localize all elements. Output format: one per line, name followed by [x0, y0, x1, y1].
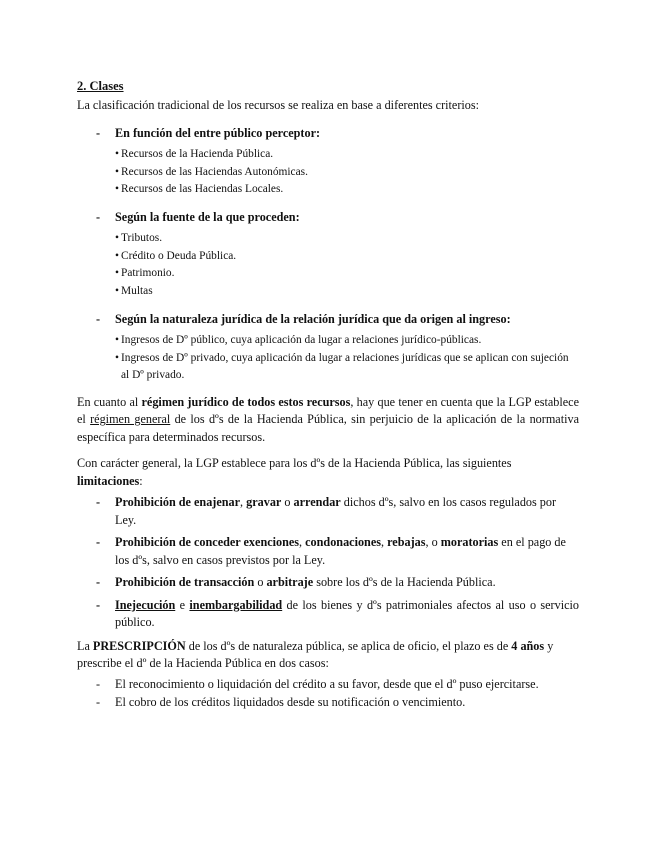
limitaciones-list — [77, 494, 579, 632]
list-item-text: Ingresos de Dº privado, cuya aplicación da lugar a relaciones jurídicas que se aplican con sujeción al Dº privado. — [121, 351, 569, 382]
text-run: e — [175, 597, 190, 612]
underlined-term: régimen general — [90, 412, 171, 427]
list-item-text: Crédito o Deuda Pública. — [121, 249, 237, 262]
limitaciones-intro — [77, 455, 579, 490]
bold-term: Inejecución — [115, 597, 176, 612]
criteria-list — [77, 125, 579, 385]
criterion-title: En función del entre público perceptor: — [115, 125, 321, 140]
bold-term: régimen jurídico de todos estos recursos — [141, 394, 351, 409]
text-run: , — [240, 495, 247, 510]
bold-term: rebajas — [387, 535, 426, 550]
list-item — [115, 248, 579, 266]
bold-term: Prohibición de transacción — [115, 575, 255, 590]
text-run: En cuanto al — [77, 394, 142, 409]
bold-term: 4 años — [511, 638, 545, 653]
intro-paragraph: La clasificación tradicional de los recursos se realiza en base a diferentes criterios: — [77, 98, 479, 112]
criterion-items — [115, 146, 579, 199]
prescripcion-paragraph — [77, 638, 579, 673]
dash-marker: - — [96, 597, 101, 612]
document-content — [77, 78, 579, 713]
bold-term: condonaciones — [305, 535, 381, 550]
dash-marker: - — [96, 535, 101, 550]
text-run: o — [281, 495, 294, 510]
bullet-marker: • — [115, 334, 119, 347]
text-run: o — [254, 575, 267, 590]
text-run: La — [77, 638, 93, 653]
limitacion-2 — [77, 534, 579, 569]
limitacion-3 — [77, 574, 579, 592]
dash-marker: - — [96, 695, 101, 710]
bullet-marker: • — [115, 285, 119, 298]
list-item-text: Recursos de las Haciendas Autonómicas. — [121, 165, 308, 178]
list-item — [115, 164, 579, 182]
list-item — [115, 146, 579, 164]
bold-term: arrendar — [293, 495, 341, 510]
list-item-text: Recursos de las Haciendas Locales. — [121, 183, 284, 196]
text-run: en el pago de los dºs, salvo en casos previstos por la Ley. — [115, 535, 566, 567]
text-run: , hay que tener en cuenta que la LGP establece el — [77, 394, 579, 427]
list-item — [115, 265, 579, 283]
list-item — [115, 181, 579, 199]
bold-term: limitaciones — [77, 473, 140, 488]
prescripcion-list — [77, 676, 579, 712]
prescripcion-item-2 — [77, 694, 579, 712]
limitacion-4 — [77, 597, 579, 632]
bold-term: moratorias — [440, 535, 499, 550]
bold-term: PRESCRIPCIÓN — [92, 638, 186, 653]
list-item-text: Recursos de la Hacienda Pública. — [121, 148, 274, 160]
bullet-marker: • — [115, 232, 119, 245]
text-run: de los dºs de naturaleza pública, se aplica de oficio, el plazo es de — [185, 638, 512, 653]
text-run: , o — [425, 535, 441, 550]
bullet-marker: • — [115, 351, 119, 364]
bold-term: Prohibición de conceder exenciones — [115, 535, 300, 550]
list-item-text: Ingresos de Dº público, cuya aplicación da lugar a relaciones jurídico-públicas. — [121, 334, 482, 347]
criterion-2 — [77, 209, 579, 301]
regimen-paragraph — [77, 394, 579, 447]
criterion-title: Según la fuente de la que proceden: — [115, 209, 300, 224]
bullet-marker: • — [115, 165, 119, 178]
list-item — [115, 332, 579, 350]
text-run: dichos dºs, salvo en los casos regulados por Ley. — [115, 495, 557, 527]
list-item — [115, 350, 579, 385]
list-item-text: El reconocimiento o liquidación del crédito a su favor, desde que el dº puso ejercitarse. — [115, 676, 539, 691]
limitacion-1 — [77, 494, 579, 529]
criterion-title: Según la naturaleza jurídica de la relación jurídica que da origen al ingreso: — [115, 311, 511, 326]
dash-marker: - — [96, 125, 101, 140]
text-run: : — [139, 473, 143, 488]
list-item — [115, 230, 579, 248]
text-run: sobre los dºs de la Hacienda Pública. — [313, 575, 496, 590]
bullet-marker: • — [115, 148, 119, 160]
bullet-marker: • — [115, 183, 119, 196]
dash-marker: - — [96, 209, 101, 224]
list-item-text: El cobro de los créditos liquidados desde su notificación o vencimiento. — [115, 695, 466, 710]
text-run: de los dºs de la Hacienda Pública, sin perjuicio de la aplicación de la normativa específica para determinados recursos. — [77, 412, 579, 444]
dash-marker: - — [96, 575, 101, 590]
bold-term: gravar — [246, 495, 282, 510]
prescripcion-item-1 — [77, 676, 579, 694]
text-run: , — [299, 535, 306, 550]
criterion-3 — [77, 311, 579, 385]
list-item-text: Patrimonio. — [121, 267, 175, 280]
list-item — [115, 283, 579, 301]
list-item-text: Multas — [121, 285, 153, 298]
text-run: de los bienes y dºs patrimoniales afectos al uso o servicio público. — [115, 597, 579, 630]
bullet-marker: • — [115, 249, 119, 262]
bold-term: Prohibición de enajenar — [115, 495, 241, 510]
criterion-items — [115, 332, 579, 385]
dash-marker: - — [96, 311, 101, 326]
section-heading: 2. Clases — [77, 79, 124, 93]
dash-marker: - — [96, 495, 101, 510]
text-run: y prescribe el dº de la Hacienda Pública en dos casos: — [77, 638, 554, 671]
criterion-items — [115, 230, 579, 300]
bold-term: inembargabilidad — [189, 597, 283, 612]
text-run: , — [381, 535, 388, 550]
list-item-text: Tributos. — [121, 232, 163, 245]
text-run: Con carácter general, la LGP establece para los dºs de la Hacienda Pública, las siguientes — [77, 456, 512, 471]
criterion-1 — [77, 125, 579, 199]
bullet-marker: • — [115, 267, 119, 280]
dash-marker: - — [96, 676, 101, 691]
bold-term: arbitraje — [266, 575, 314, 590]
